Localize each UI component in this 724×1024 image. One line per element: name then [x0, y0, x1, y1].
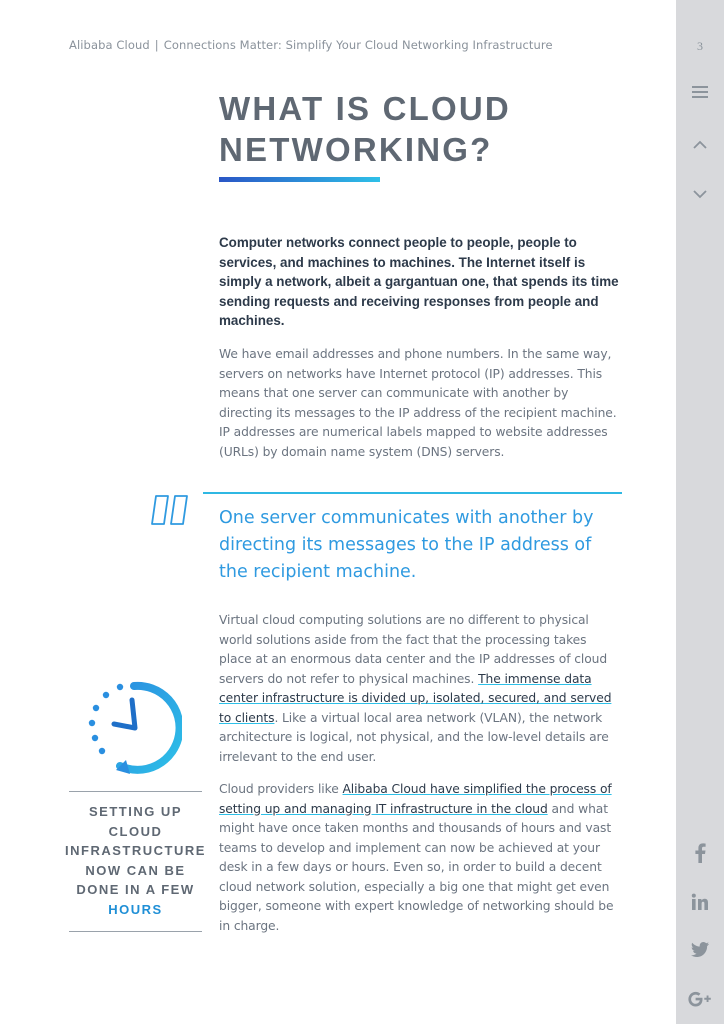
para2-text-before: Virtual cloud computing solutions are no different to physical world solutions aside from the fact that the processing takes place at an enormous data center and the IP addresses of cloud servers do not refer to physical machines. [219, 613, 608, 686]
quote-mark-icon [150, 492, 192, 528]
google-plus-icon[interactable] [676, 991, 724, 1011]
callout-box [62, 802, 209, 919]
linkedin-icon[interactable] [676, 893, 724, 915]
facebook-icon[interactable] [676, 843, 724, 867]
header-separator: | [154, 38, 159, 52]
callout-highlight: HOURS [108, 901, 163, 917]
callout-bottom-rule [69, 931, 202, 932]
quote-divider [203, 492, 622, 494]
header-doc-title: Connections Matter: Simplify Your Cloud Networking Infrastructure [163, 38, 553, 52]
page-title [219, 88, 639, 170]
para2-link[interactable]: The immense data center infrastructure is divided up, isolated, secured, and served to clients [219, 671, 612, 725]
title-line-1: WHAT IS CLOUD [219, 90, 511, 127]
header-brand: Alibaba Cloud [69, 38, 150, 52]
chevron-up-icon[interactable] [676, 135, 724, 154]
para2-text-after: . Like a virtual local area network (VLAN), the network architecture is logical, not physical, and the low-level details are irrelevant to the end user. [219, 710, 609, 764]
body-paragraph-providers [219, 780, 621, 936]
sidebar [676, 0, 724, 1024]
chevron-down-icon[interactable] [676, 184, 724, 203]
para3-text-before: Cloud providers like [219, 782, 343, 796]
pull-quote: One server communicates with another by directing its messages to the IP address of the recipient machine. [219, 508, 594, 582]
body-paragraph-ip: We have email addresses and phone numbers. In the same way, servers on networks have Internet protocol (IP) addresses. This means that one server can communicate with another by directing its messages to the IP address of the recipient machine. IP addresses are numerical labels mapped to website addresses (URLs) by domain name system (DNS) servers. [219, 347, 617, 459]
page-number: 3 [697, 39, 703, 53]
callout-text: SETTING UP CLOUD INFRASTRUCTURE NOW CAN BE DONE IN A FEW [65, 804, 206, 897]
title-underline [219, 177, 380, 182]
intro-paragraph: Computer networks connect people to people, people to services, and machines to machines. The Internet itself is simply a network, albeit a gargantuan one, that spends its time sending requests and receiving responses from people and machines. [219, 235, 619, 328]
callout-top-rule [69, 791, 202, 792]
running-header [69, 38, 553, 52]
para3-text-after: and what might have once taken months and thousands of hours and vast teams to develop and implement can now be achieved at your desk in a few days or hours. Even so, in order to build a decent cloud network solution, especially a big one that might get even bigger, someone with expert knowledge of networking should be in charge. [219, 801, 614, 933]
para3-link[interactable]: Alibaba Cloud have simplified the process of setting up and managing IT infrastructure in the cloud [219, 782, 612, 816]
twitter-icon[interactable] [676, 942, 724, 961]
menu-icon[interactable] [676, 84, 724, 103]
clock-icon [86, 678, 182, 778]
title-line-2: NETWORKING? [219, 131, 493, 168]
body-paragraph-virtual [219, 611, 621, 767]
